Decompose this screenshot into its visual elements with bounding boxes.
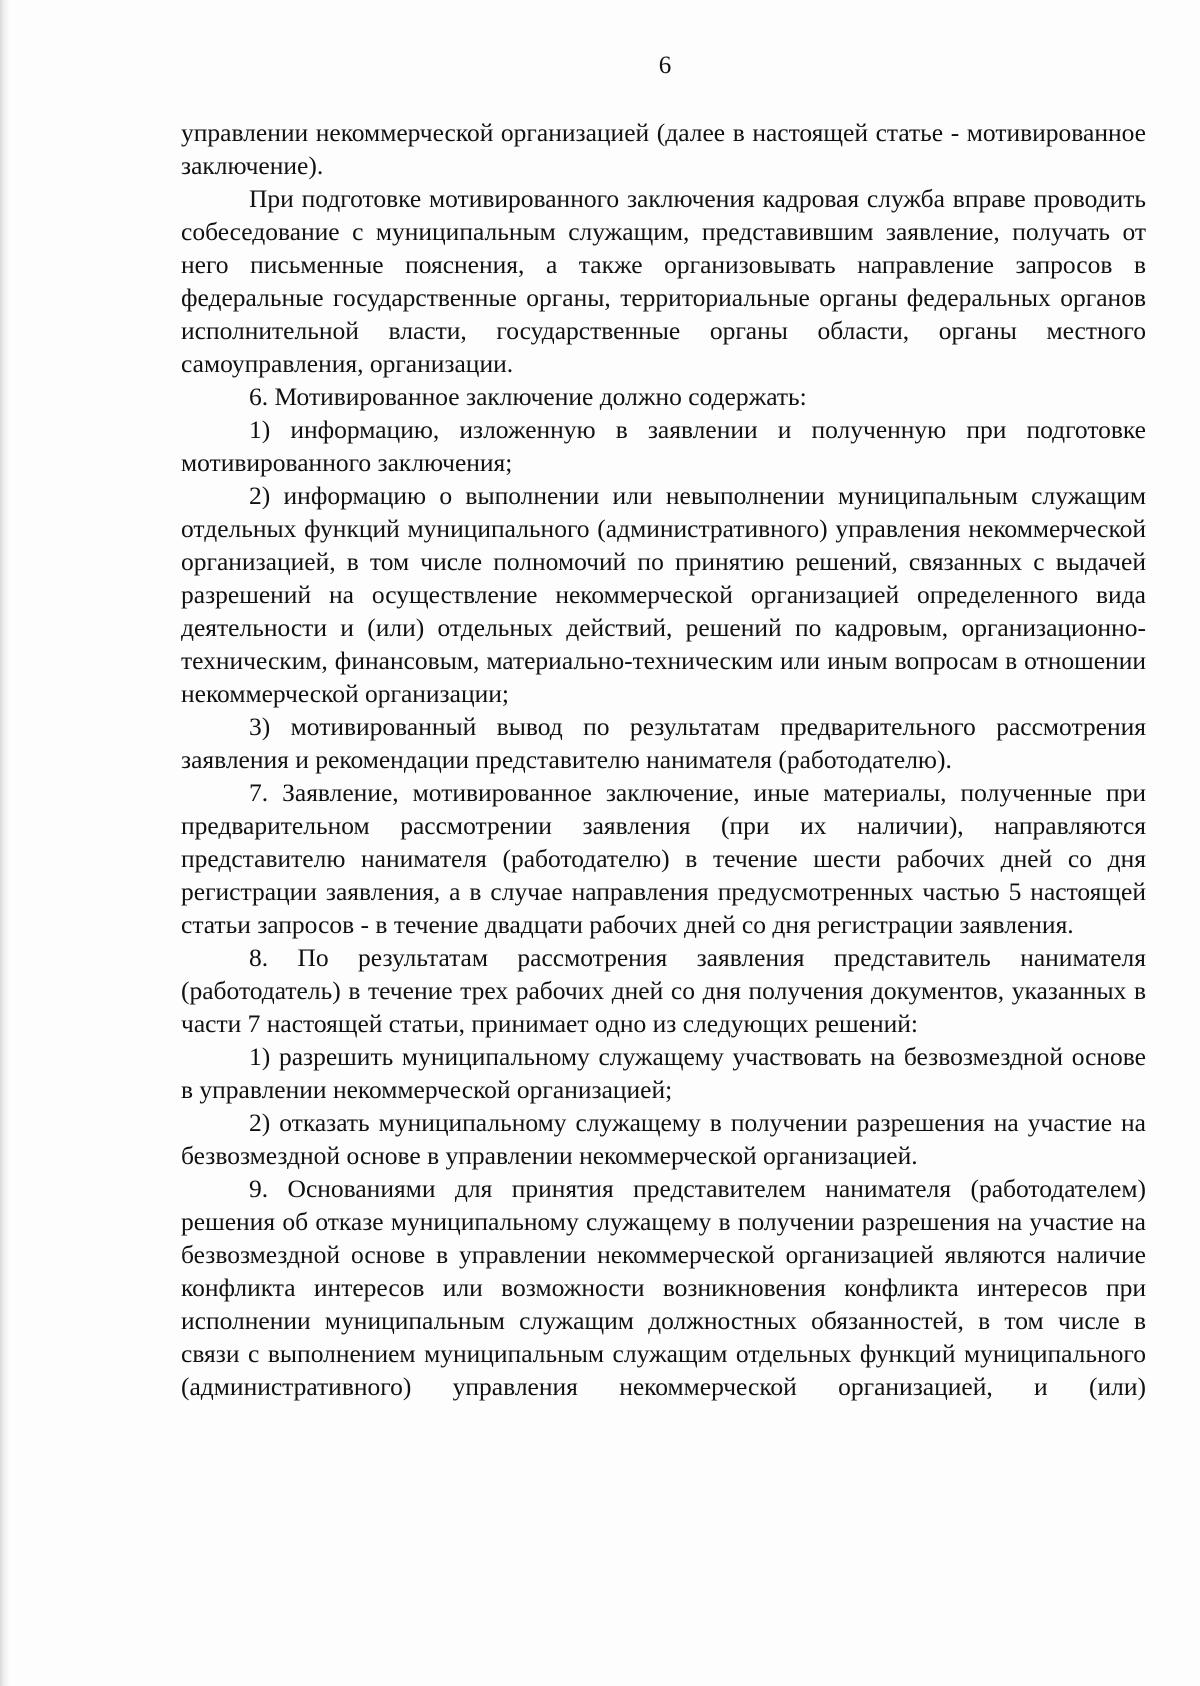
paragraph-part-8-item-2: 2) отказать муниципальному служащему в получении разрешения на участие на безвозмездной основе в управлении некоммерческой организацией. <box>181 1108 1146 1170</box>
paragraph-part-8: 8. По результатам рассмотрения заявления представитель нанимателя (работодатель) в течение трех рабочих дней со дня получения документов, указанных в части 7 настоящей статьи, принимает одно из следующих решений: <box>181 943 1146 1038</box>
scan-edge <box>0 0 10 1686</box>
paragraph-part-6-item-1: 1) информацию, изложенную в заявлении и полученную при подготовке мотивированного заключения; <box>181 415 1146 477</box>
paragraph-part-9: 9. Основаниями для принятия представителем нанимателя (работодателем) решения об отказе муниципальному служащему в получении разрешения на участие на безвозмездной основе в управлении некоммерческой организацией являются наличие конфликта интересов или возможности возникновения конфликта интересов при исполнении муниципальным служащим должностных обязанностей, в том числе в связи с выполнением муниципальным служащим отдельных функций муниципального (административного) управления некоммерческой организацией, и (или) <box>181 1174 1146 1401</box>
paragraph-part-8-item-1: 1) разрешить муниципальному служащему участвовать на безвозмездной основе в управлении некоммерческой организацией; <box>181 1042 1146 1104</box>
document-body <box>181 116 1146 1403</box>
paragraph-continuation: управлении некоммерческой организацией (далее в настоящей статье - мотивированное заключение). <box>181 118 1146 180</box>
paragraph-part-7: 7. Заявление, мотивированное заключение, иные материалы, полученные при предварительном рассмотрении заявления (при их наличии), направляются представителю нанимателя (работодателю) в течение шести рабочих дней со дня регистрации заявления, а в случае направления предусмотренных частью 5 настоящей статьи запросов - в течение двадцати рабочих дней со дня регистрации заявления. <box>181 778 1146 939</box>
paragraph-part-6-item-2: 2) информацию о выполнении или невыполнении муниципальным служащим отдельных функций муниципального (административного) управления некоммерческой организацией, в том числе полномочий по принятию решений, связанных с выдачей разрешений на осуществление некоммерческой организацией определенного вида деятельности и (или) отдельных действий, решений по кадровым, организационно-техническим, финансовым, материально-техническим или иным вопросам в отношении некоммерческой организации; <box>181 481 1146 708</box>
paragraph-part-6-item-3: 3) мотивированный вывод по результатам предварительного рассмотрения заявления и рекомендации представителю нанимателя (работодателю). <box>181 712 1146 774</box>
page-number: 6 <box>658 52 672 79</box>
paragraph-part-6: 6. Мотивированное заключение должно содержать: <box>249 382 807 411</box>
paragraph-preparation: При подготовке мотивированного заключения кадровая служба вправе проводить собеседование с муниципальным служащим, представившим заявление, получать от него письменные пояснения, а также организовывать направление запросов в федеральные государственные органы, территориальные органы федеральных органов исполнительной власти, государственные органы области, органы местного самоуправления, организации. <box>181 184 1146 378</box>
